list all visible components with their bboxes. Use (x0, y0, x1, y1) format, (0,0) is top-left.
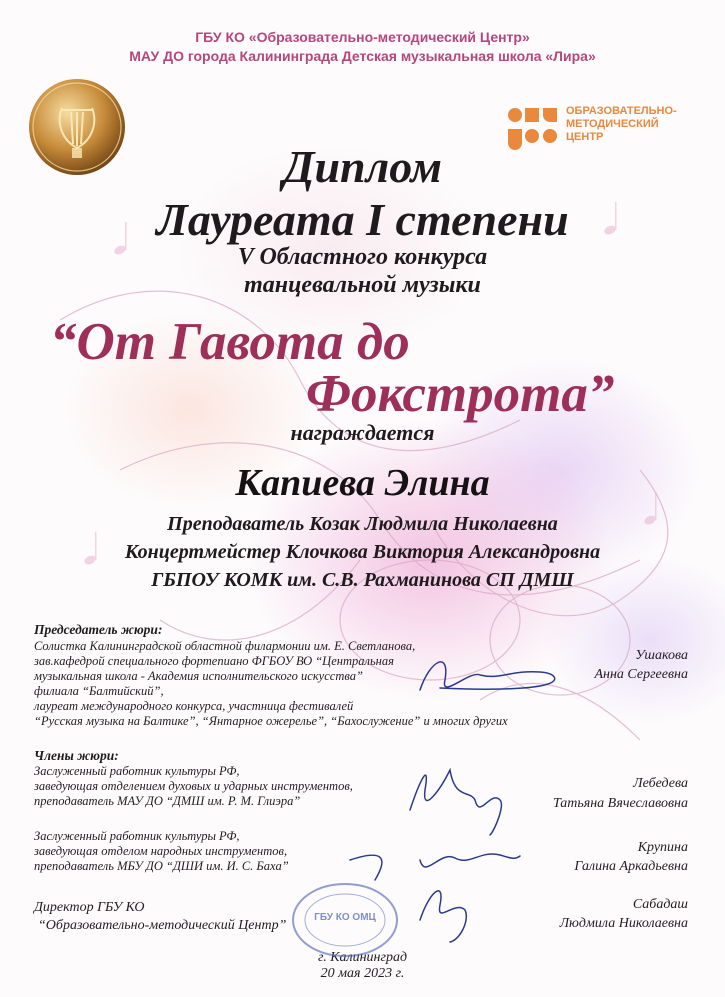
jury-chair-line: “Русская музыка на Балтике”, “Янтарное ожерелье”, “Бахослужение” и многих других (34, 714, 508, 728)
director-organization: “Образовательно-методический Центр” (38, 918, 287, 933)
footer-date: 20 мая 2023 г. (320, 966, 405, 981)
awarded-label: награждается (290, 420, 435, 445)
jury-members-heading: Члены жюри: (34, 748, 119, 763)
contest-name-line-1: “От Гавота до (50, 313, 410, 371)
director-surname: Сабадаш (632, 897, 688, 912)
jury-chair-heading: Председатель жюри: (34, 622, 163, 637)
jury-member2-line: преподаватель МБУ ДО “ДШИ им. И. С. Баха” (34, 859, 289, 873)
school-line: ГБПОУ КОМК им. С.В. Рахманинова СП ДМШ (151, 569, 574, 591)
laureate-degree: Лауреата I степени (156, 194, 569, 245)
jury-chair-line: зав.кафедрой специального фортепиано ФГБОУ ВО “Центральная (34, 654, 394, 668)
jury-chair-line: лауреат международного конкурса, участница фестивалей (34, 699, 354, 713)
jury-chair-surname: Ушакова (635, 648, 688, 663)
jury-member1-first-name: Татьяна Вячеславовна (552, 796, 688, 811)
stamp-text: ГБУ КО ОМЦ (314, 912, 376, 923)
jury-chair-line: музыкальная школа - Академия исполнительского искусства” (34, 669, 363, 683)
omc-logo-line-2: МЕТОДИЧЕСКИЙ (566, 118, 659, 130)
diploma-title: Диплом (283, 141, 442, 192)
accompanist-line: Концертмейстер Клочкова Виктория Александровна (124, 541, 601, 563)
omc-logo-line-3: ЦЕНТР (566, 131, 604, 143)
director-first-name: Людмила Николаевна (559, 916, 688, 931)
header-school: МАУ ДО города Калининграда Детская музыкальная школа «Лира» (129, 48, 596, 64)
jury-chair-first-name: Анна Сергеевна (594, 667, 688, 682)
jury-member1-line: заведующая отделением духовых и ударных инструментов, (34, 779, 353, 793)
jury-member2-first-name: Галина Аркадьевна (574, 859, 688, 874)
teacher-line: Преподаватель Козак Людмила Николаевна (167, 513, 558, 535)
jury-member1-surname: Лебедева (633, 776, 688, 791)
jury-member2-line: заведующая отделом народных инструментов, (34, 844, 288, 858)
jury-member1-line: Заслуженный работник культуры РФ, (34, 764, 240, 778)
footer-city: г. Калининград (317, 950, 408, 965)
recipient-name: Капиева Элина (235, 462, 490, 504)
stamp-seal (290, 880, 400, 960)
jury-chair-line: Солистка Калининградской областной филармонии им. Е. Светланова, (34, 639, 416, 653)
contest-name-line-2: Фокстрота” (306, 365, 615, 423)
omc-logo-line-1: ОБРАЗОВАТЕЛЬНО- (566, 105, 677, 117)
jury-member2-surname: Крупина (637, 840, 688, 855)
director-title: Директор ГБУ КО (34, 900, 145, 915)
jury-member2-line: Заслуженный работник культуры РФ, (34, 829, 240, 843)
jury-chair-line: филиала “Балтийский”, (34, 684, 164, 698)
header-organizer: ГБУ КО «Образовательно-методический Центр» (195, 29, 530, 45)
contest-edition: V Областного конкурса (237, 244, 488, 270)
contest-subject: танцевальной музыки (244, 272, 481, 298)
jury-member1-line: преподаватель МАУ ДО “ДМШ им. Р. М. Глиэра” (34, 794, 301, 808)
omc-logo-text (566, 105, 677, 144)
